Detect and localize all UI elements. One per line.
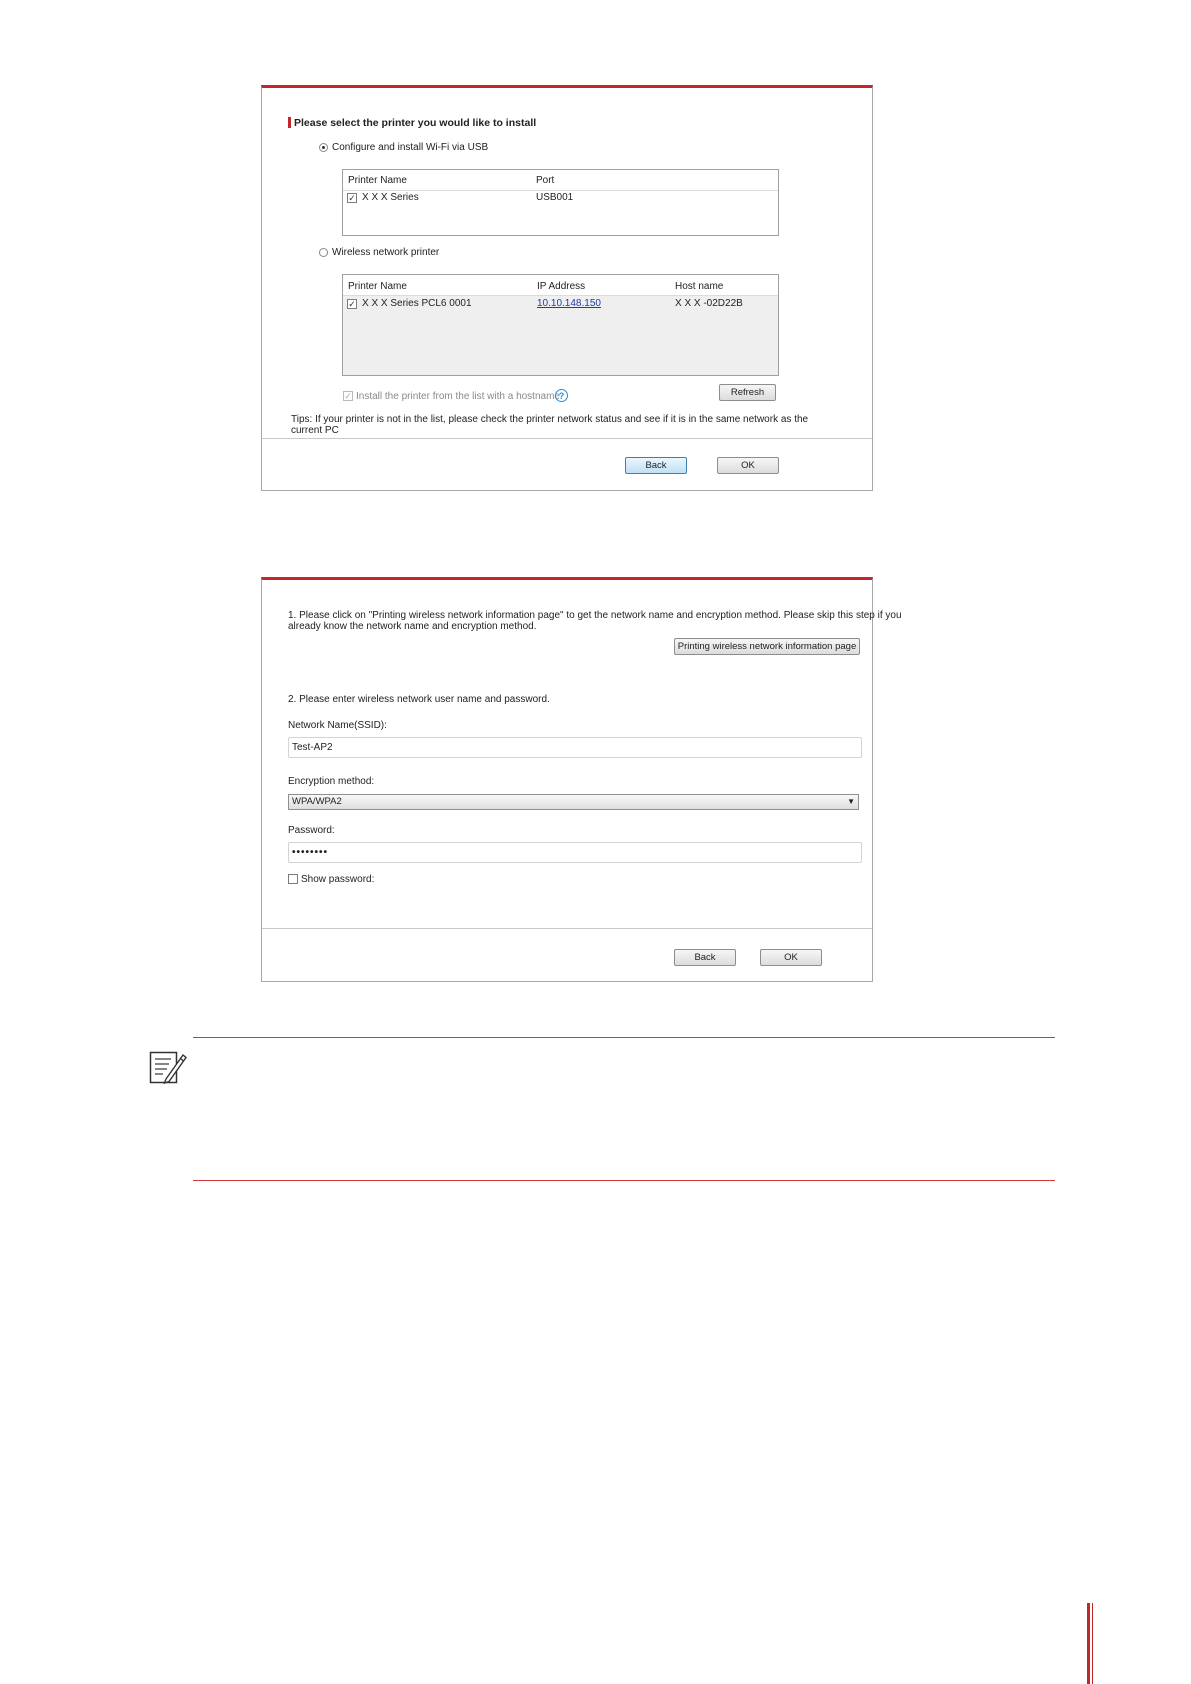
select-printer-dialog bbox=[261, 85, 873, 491]
step2-text: 2. Please enter wireless network user name and password. bbox=[288, 694, 550, 705]
ssid-input[interactable]: Test-AP2 bbox=[288, 737, 862, 758]
wireless-printer-host: X X X -02D22B bbox=[675, 298, 743, 309]
usb-list-header bbox=[343, 170, 778, 191]
footer-separator bbox=[262, 928, 872, 929]
encryption-label: Encryption method: bbox=[288, 776, 375, 787]
step1-line-1: 1. Please click on "Printing wireless network information page" to get the network name and encryption method. Please skip this step if you bbox=[288, 610, 902, 621]
wireless-printer-ip-link[interactable]: 10.10.148.150 bbox=[537, 298, 601, 309]
back-button[interactable]: Back bbox=[674, 949, 736, 966]
wireless-settings-dialog bbox=[261, 577, 902, 982]
chevron-down-icon: ▼ bbox=[847, 797, 855, 806]
wireless-printer-name: X X X Series PCL6 0001 bbox=[362, 298, 472, 309]
back-button[interactable]: Back bbox=[625, 457, 687, 474]
usb-printer-list[interactable] bbox=[342, 169, 779, 236]
refresh-button[interactable]: Refresh bbox=[719, 384, 776, 401]
note-top-rule bbox=[193, 1037, 1055, 1038]
column-port: Port bbox=[536, 175, 555, 186]
page-edge-marker bbox=[1087, 1603, 1090, 1684]
column-printer-name: Printer Name bbox=[348, 281, 407, 292]
footer-separator bbox=[262, 438, 872, 439]
password-label: Password: bbox=[288, 825, 335, 836]
page-edge-marker-thin bbox=[1092, 1603, 1093, 1684]
ssid-label: Network Name(SSID): bbox=[288, 720, 387, 731]
column-host-name: Host name bbox=[675, 281, 724, 292]
step1-line-2: already know the network name and encryption method. bbox=[288, 621, 537, 632]
wireless-printer-checkbox[interactable]: ✓ bbox=[348, 299, 356, 309]
wireless-radio[interactable] bbox=[319, 248, 328, 257]
usb-printer-checkbox[interactable]: ✓ bbox=[348, 193, 356, 203]
note-pencil-icon bbox=[149, 1051, 187, 1085]
heading-marker bbox=[288, 117, 291, 128]
usb-printer-port: USB001 bbox=[536, 192, 574, 203]
tips-line-2: current PC bbox=[291, 425, 339, 436]
tips-line-1: Tips: If your printer is not in the list, please check the printer network status and see if it is in the same network as the bbox=[291, 414, 809, 425]
column-printer-name: Printer Name bbox=[348, 175, 407, 186]
wireless-option-label: Wireless network printer bbox=[332, 247, 440, 258]
encryption-value: WPA/WPA2 bbox=[292, 796, 342, 807]
dialog-heading: Please select the printer you would like to install bbox=[294, 117, 537, 129]
print-info-page-button[interactable]: Printing wireless network information page bbox=[674, 638, 860, 655]
wireless-printer-list[interactable] bbox=[342, 274, 779, 376]
usb-printer-name: X X X Series bbox=[362, 192, 419, 203]
note-bottom-rule bbox=[193, 1180, 1055, 1181]
help-icon[interactable]: ? bbox=[555, 389, 568, 402]
password-input[interactable]: •••••••• bbox=[288, 842, 862, 863]
hostname-checkbox-label: Install the printer from the list with a hostname bbox=[356, 391, 560, 402]
encryption-select[interactable] bbox=[288, 794, 859, 810]
usb-radio[interactable] bbox=[319, 143, 328, 152]
ok-button[interactable]: OK bbox=[717, 457, 779, 474]
column-ip-address: IP Address bbox=[537, 281, 586, 292]
usb-option-label: Configure and install Wi-Fi via USB bbox=[332, 142, 489, 153]
wireless-list-header bbox=[343, 275, 778, 296]
show-password-checkbox[interactable] bbox=[288, 874, 298, 884]
hostname-checkbox[interactable]: ✓ bbox=[344, 391, 352, 401]
ok-button[interactable]: OK bbox=[760, 949, 822, 966]
show-password-label: Show password: bbox=[301, 874, 375, 885]
